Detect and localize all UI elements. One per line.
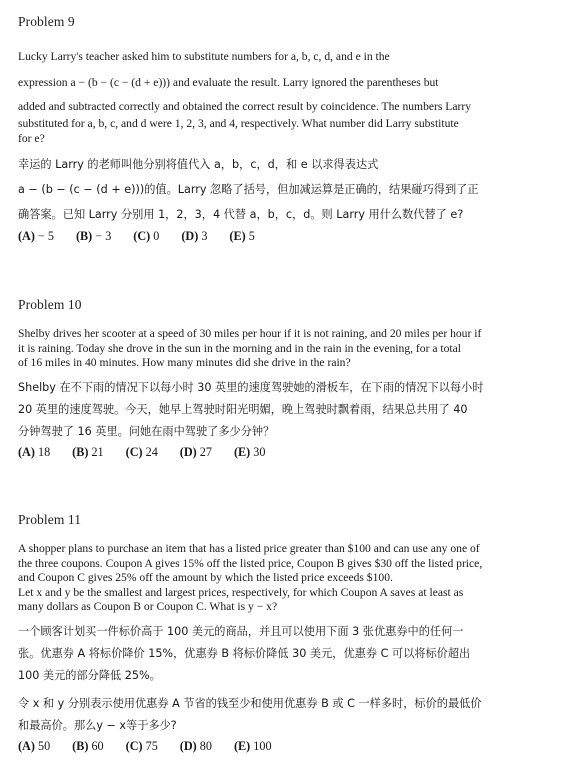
choice-e: (E) 30 — [233, 444, 266, 459]
choice-d: (D) 80 — [179, 738, 212, 753]
choice-e: (E) 5 — [229, 229, 255, 244]
problem-text-en-line: expression a − (b − (c − (d + e))) and evaluate the result. Larry ignored the parentheses but — [18, 76, 439, 89]
choice-b: (B) 21 — [72, 444, 104, 459]
problem-text-zh-line: 分钟驾驶了 16 英里。问她在雨中驾驶了多少分钟？ — [18, 424, 275, 438]
choice-a: (A) − 5 — [18, 229, 54, 244]
answer-choices — [18, 445, 558, 460]
choice-c: (C) 24 — [125, 444, 158, 459]
choice-b: (B) 60 — [72, 738, 104, 753]
problem-text-zh-line: a − (b − (c − (d + e)))的值。Larry 忽略了括号，但加减运算是正确的，结果碰巧得到了正 — [18, 183, 479, 197]
problem-text-en-line: of 16 miles in 40 minutes. How many minutes did she drive in the rain? — [18, 356, 351, 370]
answer-choices — [18, 229, 558, 244]
problem-text-en-line: and Coupon C gives 25% off the amount by which the listed price exceeds $100. — [18, 571, 393, 585]
problem-text-en-line: Let x and y be the smallest and largest prices, respectively, for which Coupon A saves at least as — [18, 585, 464, 599]
problem-text-en-line: Shelby drives her scooter at a speed of 30 miles per hour if it is not raining, and 20 miles per hour if — [18, 327, 482, 340]
problem-title: Problem 10 — [18, 297, 82, 312]
problem-11 — [18, 512, 558, 754]
problem-text-en-line: for e? — [18, 131, 45, 145]
choice-a: (A) 50 — [18, 738, 51, 753]
problem-text-en-line: added and subtracted correctly and obtained the correct result by coincidence. The numbers Larry — [18, 100, 472, 113]
problem-text-en-line: substituted for a, b, c, and d were 1, 2, 3, and 4, respectively. What number did Larry substitute — [18, 117, 459, 130]
problem-10 — [18, 297, 558, 460]
answer-choices — [18, 739, 558, 754]
problem-text-zh-line: 一个顾客计划买一件标价高于 100 美元的商品，并且可以使用下面 3 张优惠券中的任何一 — [18, 624, 464, 638]
problem-text-en-line: the three coupons. Coupon A gives 15% off the listed price, Coupon B gives $30 off the listed price, — [18, 556, 483, 570]
problem-text-en-line: Lucky Larry's teacher asked him to substitute numbers for a, b, c, d, and e in the — [18, 50, 390, 63]
choice-c: (C) 75 — [125, 738, 158, 753]
choice-b: (B) − 3 — [75, 229, 112, 244]
problem-text-zh-line: 20 英里的速度驾驶。今天，她早上驾驶时阳光明媚，晚上驾驶时飘着雨，结果总共用了 40 — [18, 402, 468, 416]
problem-text-en-line: many dollars as Coupon B or Coupon C. What is y − x? — [18, 600, 278, 614]
problem-text-zh-line: 张。优惠券 A 将标价降价 15%，优惠券 B 将标价降低 30 美元，优惠券 C 可以将标价超出 — [18, 646, 471, 660]
choice-a: (A) 18 — [18, 444, 51, 459]
choice-e: (E) 100 — [233, 738, 272, 753]
choice-d: (D) 3 — [181, 229, 208, 244]
problem-text-zh-line: 幸运的 Larry 的老师叫他分别将值代入 a，b，c，d，和 e 以求得表达式 — [18, 158, 379, 172]
problem-9 — [18, 14, 558, 244]
choice-d: (D) 27 — [179, 444, 212, 459]
problem-title: Problem 9 — [18, 14, 75, 29]
problem-title: Problem 11 — [18, 512, 82, 527]
problem-text-en-line: A shopper plans to purchase an item that has a listed price greater than $100 and can use any one of — [18, 542, 480, 555]
problem-text-zh-line: 确答案。已知 Larry 分别用 1，2，3，4 代替 a，b，c，d。则 Larry 用什么数代替了 e? — [18, 208, 464, 222]
problem-text-en-line: it is raining. Today she drove in the sun in the morning and in the rain in the evening, for a total — [18, 341, 461, 355]
problem-text-zh-line: 和最高价。那么y − x等于多少? — [18, 718, 177, 732]
problem-text-zh-line: 100 美元的部分降低 25%。 — [18, 668, 161, 682]
problem-text-zh-line: 令 x 和 y 分别表示使用优惠券 A 节省的钱至少和使用优惠券 B 或 C 一样多时，标价的最低价 — [18, 696, 482, 710]
choice-c: (C) 0 — [133, 229, 160, 244]
problem-text-zh-line: Shelby 在不下雨的情况下以每小时 30 英里的速度驾驶她的滑板车，在下雨的情况下以每小时 — [18, 380, 484, 394]
